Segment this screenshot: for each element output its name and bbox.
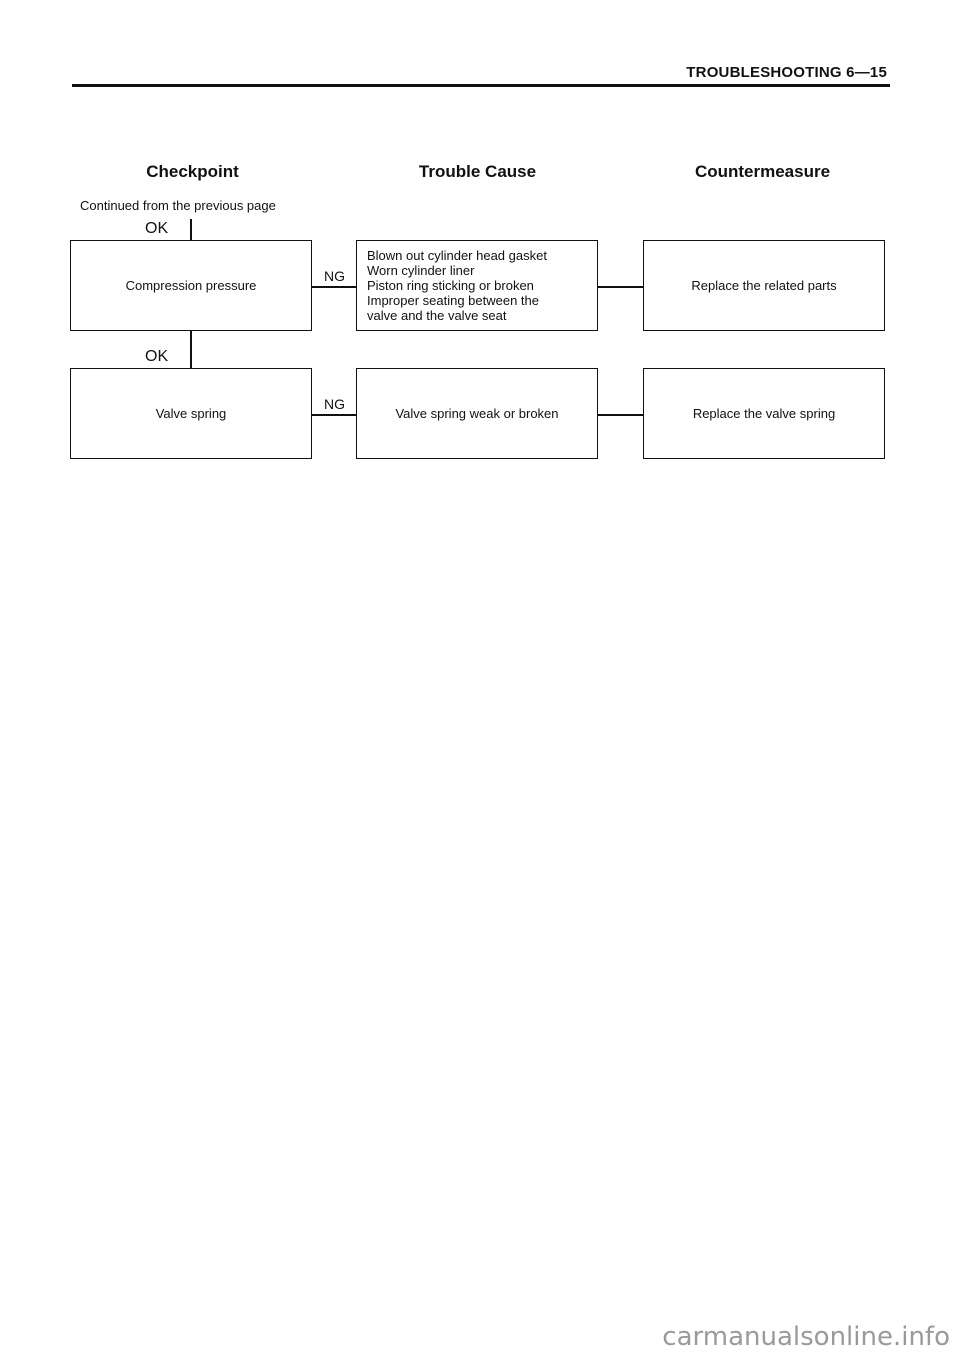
checkpoint-label: Compression pressure <box>125 278 257 293</box>
ng-label-row1: NG <box>324 268 345 284</box>
cause-item: valve and the valve seat <box>367 308 507 323</box>
connector-cause-countermeasure-row1 <box>598 286 643 288</box>
connector-ng-row2 <box>312 414 356 416</box>
cause-item: Blown out cylinder head gasket <box>367 248 547 263</box>
watermark: carmanualsonline.info <box>662 1322 950 1352</box>
continued-note: Continued from the previous page <box>80 198 276 213</box>
cause-list <box>367 248 547 323</box>
header-rule <box>72 84 890 87</box>
countermeasure-box-valve-spring <box>643 368 885 459</box>
cause-item: Piston ring sticking or broken <box>367 278 534 293</box>
cause-item: Worn cylinder liner <box>367 263 475 278</box>
checkpoint-box-valve-spring <box>70 368 312 459</box>
countermeasure-label: Replace the valve spring <box>692 406 836 421</box>
connector-ng-row1 <box>312 286 356 288</box>
cause-box-valve-spring <box>356 368 598 459</box>
column-heading-checkpoint: Checkpoint <box>146 162 239 181</box>
checkpoint-label: Valve spring <box>155 406 227 421</box>
column-heading-countermeasure: Countermeasure <box>694 162 831 181</box>
ng-label-row2: NG <box>324 396 345 412</box>
countermeasure-box-related-parts <box>643 240 885 331</box>
page-header-title: TROUBLESHOOTING 6—15 <box>686 64 887 81</box>
connector-ok-middle <box>190 331 192 369</box>
connector-cause-countermeasure-row2 <box>598 414 643 416</box>
column-heading-trouble-cause: Trouble Cause <box>418 162 537 181</box>
cause-box-compression <box>356 240 598 331</box>
ok-label-top: OK <box>145 220 169 237</box>
countermeasure-label: Replace the related parts <box>691 278 837 293</box>
ok-label-middle: OK <box>145 348 169 365</box>
checkpoint-box-compression-pressure <box>70 240 312 331</box>
cause-item: Improper seating between the <box>367 293 539 308</box>
connector-ok-top <box>190 219 192 241</box>
cause-label: Valve spring weak or broken <box>395 406 559 421</box>
